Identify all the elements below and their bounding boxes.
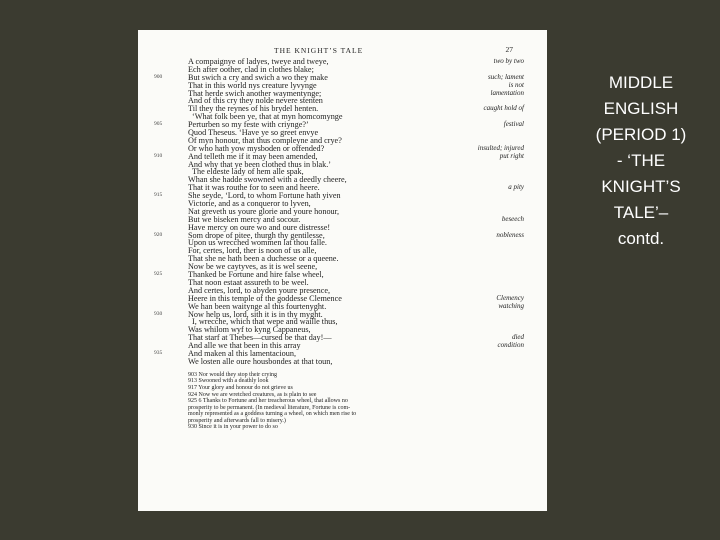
- line-number: 925: [154, 271, 163, 278]
- footnote-text: prosperity to be permanent. (In medieval literature, Fortune is com-: [188, 404, 351, 411]
- line-text: Have mercy on oure wo and oure distresse!: [188, 222, 331, 232]
- footnote: [154, 411, 527, 418]
- footnote-text: monly represented as a goddess turning a wheel, on which men rise to: [188, 411, 357, 418]
- footnote-text: 930 Since it is in your power to do so: [188, 424, 278, 431]
- line-gloss: died: [511, 333, 524, 342]
- line-text: That noon estaat assureth to be weel.: [188, 277, 309, 287]
- slide-title-line: contd.: [617, 229, 665, 248]
- line-text: ‘What folk been ye, that at myn homcomynge: [192, 112, 343, 122]
- line-text: I, wrecche, which that wepe and waille thus,: [192, 317, 338, 327]
- running-head: THE KNIGHT’S TALE: [274, 46, 364, 55]
- line-text: She seyde, ‘Lord, to whom Fortune hath yiven: [188, 191, 341, 201]
- line-text: But swich a cry and swich a wo they make: [188, 72, 328, 82]
- footnote: [154, 424, 527, 431]
- line-text: Of myn honour, that thus compleyne and crye?: [188, 135, 342, 145]
- poem-line: [154, 358, 527, 366]
- line-gloss: a pity: [508, 183, 524, 192]
- line-number: 935: [154, 349, 163, 356]
- line-text: But we biseken mercy and socour.: [188, 214, 301, 224]
- slide-title: [566, 70, 716, 252]
- line-gloss: insulted; injured: [477, 143, 524, 152]
- footnote: [154, 372, 527, 379]
- scanned-text-page: [138, 30, 547, 511]
- footnote: [154, 392, 527, 399]
- slide-title-line: (PERIOD 1): [595, 125, 687, 144]
- line-text: Til they the reynes of his brydel henten.: [188, 104, 319, 114]
- footnote-text: 903 Nor would they stop their crying: [188, 371, 277, 378]
- footnote: [154, 378, 527, 385]
- line-number: 900: [154, 73, 163, 80]
- footnote-text: 925 6 Thanks to Fortune and her treacherous wheel, that allows no: [188, 398, 348, 405]
- footnote: [154, 385, 527, 392]
- footnote: [154, 398, 527, 405]
- line-gloss: caught hold of: [483, 104, 524, 113]
- line-text: Now be we caytyves, as it is wel seene,: [188, 262, 318, 272]
- line-text: For, certes, lord, ther is noon of us alle,: [188, 246, 317, 256]
- line-gloss: such; lament: [488, 72, 524, 81]
- footnote-text: prosperity and afterwards fall to misery.): [188, 417, 286, 424]
- line-gloss: put right: [499, 151, 524, 160]
- line-text: Quod Theseus. ‘Have ye so greet envye: [188, 128, 319, 138]
- line-text: Thanked be Fortune and hire false wheel,: [188, 270, 324, 280]
- line-gloss: two by two: [493, 57, 524, 65]
- line-text: That it was routhe for to seen and heere.: [188, 183, 320, 193]
- line-text: Nat greveth us youre glorie and youre honour,: [188, 206, 340, 216]
- slide-title-line: TALE’–: [613, 203, 669, 222]
- line-text: And of this cry they nolde nevere stenten: [188, 96, 323, 106]
- page-number: 27: [505, 45, 513, 54]
- slide-title-line: - ‘THE: [616, 151, 666, 170]
- line-number: 910: [154, 152, 163, 159]
- slide-title-line: KNIGHT’S: [601, 177, 681, 196]
- slide-title-line: MIDDLE: [608, 73, 674, 92]
- line-text: And telleth me if it may been amended,: [188, 151, 318, 161]
- line-text: Or who hath yow mysboden or offended?: [188, 143, 325, 153]
- slide-title-line: ENGLISH: [603, 99, 679, 118]
- page-header: [154, 42, 527, 56]
- footnote-text: 913 Swooned with a deathly look: [188, 378, 269, 385]
- line-text: Ech after oother, clad in clothes blake;: [188, 64, 314, 74]
- line-text: That herde swich another waymentynge;: [188, 88, 322, 98]
- line-number: 920: [154, 231, 163, 238]
- line-text: That starf at Thebes—cursed be that day!—: [188, 333, 332, 343]
- line-text: Heere in this temple of the goddesse Clemence: [188, 293, 342, 303]
- line-number: 915: [154, 192, 163, 199]
- line-number: 905: [154, 121, 163, 128]
- line-gloss: lamentation: [490, 88, 524, 97]
- line-text: Upon us wrecched wommen lat thou falle.: [188, 238, 327, 248]
- footnote: [154, 405, 527, 412]
- line-text: That in this world nys creature lyvynge: [188, 80, 317, 90]
- line-text: Perturben so my feste with criynge?’: [188, 120, 309, 130]
- line-text: Victorie, and as a conqueror to lyven,: [188, 199, 311, 209]
- line-gloss: is not: [508, 80, 524, 89]
- line-text: We han been waitynge al this fourtenyght.: [188, 301, 327, 311]
- line-text: We losten alle oure housbondes at that toun,: [188, 356, 333, 366]
- line-gloss: nobleness: [496, 230, 524, 239]
- line-text: Som drope of pitee, thurgh thy gentilesse,: [188, 230, 325, 240]
- line-text: Now help us, lord, sith it is in thy myght.: [188, 309, 323, 319]
- line-text: And alle we that been in this array: [188, 341, 301, 351]
- line-text: Whan she hadde swowned with a deedly cheere,: [188, 175, 347, 185]
- line-gloss: condition: [497, 341, 524, 350]
- footnote: [154, 418, 527, 425]
- line-text: That she ne hath been a duchesse or a queene.: [188, 254, 339, 264]
- line-gloss: Clemency: [496, 293, 524, 302]
- line-text: The eldeste lady of hem alle spak,: [192, 167, 304, 177]
- line-text: And maken al this lamentacioun,: [188, 348, 297, 358]
- line-text: Was whilom wyf to kyng Cappaneus,: [188, 325, 311, 335]
- line-text: A compaignye of ladyes, tweye and tweye,: [188, 57, 329, 66]
- line-gloss: beseech: [501, 214, 524, 223]
- line-gloss: watching: [498, 301, 524, 310]
- footnote-text: 924 Now we are wretched creatures, as is plain to see: [188, 391, 317, 398]
- poem-lines: [154, 58, 527, 366]
- line-text: And why that ye been clothed thus in blak.’: [188, 159, 332, 169]
- line-number: 930: [154, 310, 163, 317]
- line-text: And certes, lord, to abyden youre presence,: [188, 285, 331, 295]
- line-gloss: festival: [503, 120, 524, 129]
- footnote-text: 917 Your glory and honour do not grieve us: [188, 384, 293, 391]
- footnotes: [154, 372, 527, 431]
